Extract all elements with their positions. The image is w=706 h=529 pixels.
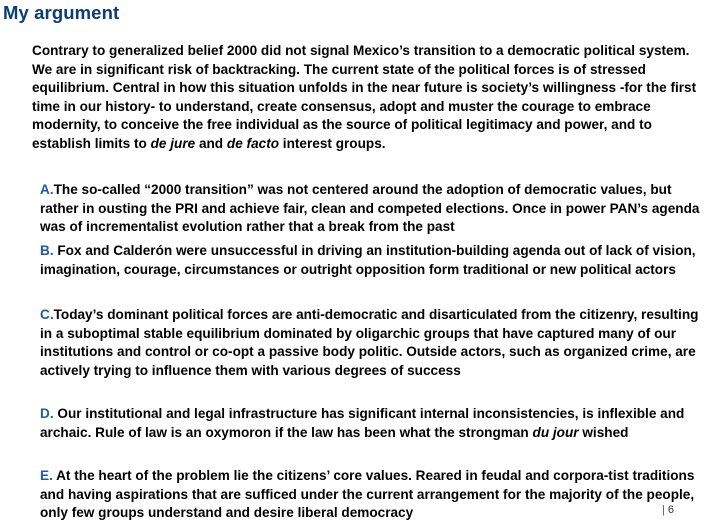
point-c [40,306,702,380]
intro-text-2: and [195,135,227,151]
point-d-text: Our institutional and legal infrastructure has significant internal inconsistencies, is inflexible and archaic. Rule of law is an oxymoron if the law has been what the strongman [40,406,685,440]
point-b-text: Fox and Calderón were unsuccessful in driving an institution-building agenda out of lack of vision, imagination, courage, circumstances or outright opposition form traditional or new political actors [40,243,696,277]
point-d-emphasis: du jour [532,424,579,440]
point-e-letter: E. [40,468,53,483]
page-number: 6 [667,504,674,516]
point-d-tail: wished [578,424,629,440]
point-e [40,467,702,523]
point-b-letter: B. [40,243,54,258]
point-a-letter: A. [40,182,54,197]
intro-paragraph [32,42,700,154]
page-footer [662,504,674,516]
point-c-letter: C. [40,307,54,322]
point-a [40,181,702,237]
point-e-text: At the heart of the problem lie the citizens’ core values. Reared in feudal and corpora-tist traditions and having aspirations that are sufficed under the current arrangement for the majority of the people, only few groups understand and desire liberal democracy [40,468,695,521]
footer-separator: | [662,504,665,516]
point-b [40,242,702,279]
point-d-letter: D. [40,406,54,421]
intro-emphasis-de-jure: de jure [150,135,196,151]
intro-emphasis-de-facto: de facto [226,135,280,151]
point-c-text: Today’s dominant political forces are anti-democratic and disarticulated from the citizenry, resulting in a suboptimal stable equilibrium dominated by oligarchic groups that have captured many of our institutions and control or co-opt a passive body politic. Outside actors, such as organized crime, are actively trying to influence them with various degrees of success [40,307,699,378]
point-d [40,405,702,442]
intro-text-3: interest groups. [279,135,386,151]
point-a-text: The so-called “2000 transition” was not centered around the adoption of democratic values, but rather in ousting the PRI and achieve fair, clean and competed elections. Once in power PAN’s agenda was of incrementalist evolution rather that a break from the past [40,182,700,235]
slide-title: My argument [3,2,120,23]
intro-text-1: Contrary to generalized belief 2000 did not signal Mexico’s transition to a democratic political system. We are in significant risk of backtracking. The current state of the political forces is of stressed equilibrium. Central in how this situation unfolds in the near future is society’s willingness -for the first time in our history- to understand, create consensus, adopt and muster the courage to embrace modernity, to conceive the free individual as the source of political legitimacy and power, and to establish limits to [32,43,697,151]
